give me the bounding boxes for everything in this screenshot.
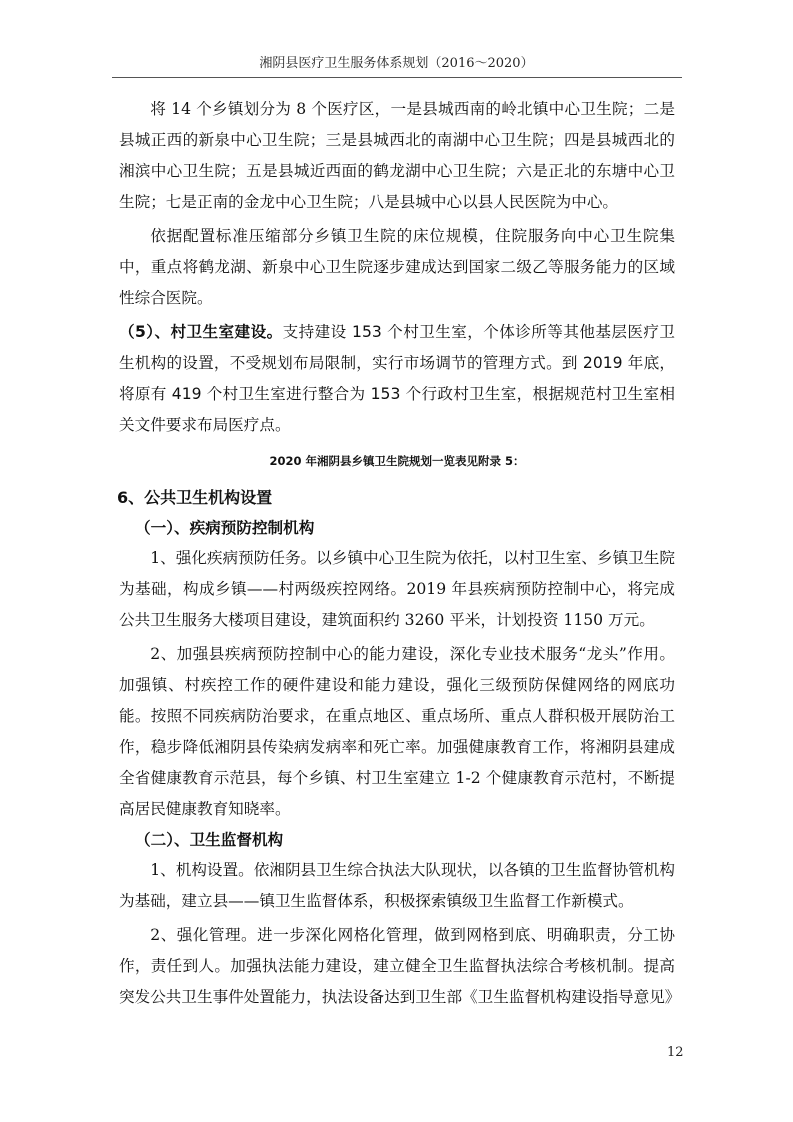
paragraph-supervision-management: 2、强化管理。进一步深化网格化管理，做到网格到底、明确职责，分工协作，责任到人。加强执法能力建设，建立健全卫生监督执法综合考核机制。提高突发公共卫生事件处置能力，执法设备达到卫生部《卫生监督机构建设指导意见》	[119, 926, 681, 1006]
paragraph-medical-zones: 将 14 个乡镇划分为 8 个医疗区，一是县城西南的岭北镇中心卫生院；二是县城正西的新泉中心卫生院；三是县城西北的南湖中心卫生院；四是县城西北的湘滨中心卫生院；五是县城近西面的鹤龙湖中心卫生院；六是正北的东塘中心卫生院；七是正南的金龙中心卫生院；八是县城中心以县人民医院为中心。	[119, 100, 675, 211]
page-number: 12	[667, 1045, 684, 1060]
page-header: 湘阴县医疗卫生服务体系规划（2016～2020）	[259, 56, 534, 71]
subsection-heading-supervision: （二）、卫生监督机构	[135, 831, 284, 849]
paragraph-bed-scale: 依据配置标准压缩部分乡镇卫生院的床位规模，住院服务向中心卫生院集中，重点将鹤龙湖、新泉中心卫生院逐步建成达到国家二级乙等服务能力的区域性综合医院。	[119, 227, 675, 307]
appendix-caption: 2020 年湘阴县乡镇卫生院规划一览表见附录 5：	[269, 454, 525, 468]
document-body	[117, 94, 681, 1013]
paragraph-cdc-task: 1、强化疾病预防任务。以乡镇中心卫生院为依托，以村卫生室、乡镇卫生院为基础，构成乡镇——村两级疾控网络。2019 年县疾病预防控制中心，将完成公共卫生服务大楼项目建设，建筑面积约 3260 平米，计划投资 1150 万元。	[119, 549, 675, 629]
paragraph-cdc-capacity: 2、加强县疾病预防控制中心的能力建设，深化专业技术服务“龙头”作用。加强镇、村疾控工作的硬件建设和能力建设，强化三级预防保健网络的网底功能。按照不同疾病防治要求，在重点地区、重点场所、重点人群积极开展防治工作，稳步降低湘阴县传染病发病率和死亡率。加强健康教育工作，将湘阴县建成全省健康教育示范县，每个乡镇、村卫生室建立 1-2 个健康教育示范村，不断提高居民健康教育知晓率。	[119, 645, 675, 818]
paragraph-supervision-setup: 1、机构设置。依湘阴县卫生综合执法大队现状，以各镇的卫生监督协管机构为基础，建立县——镇卫生监督体系，积极探索镇级卫生监督工作新模式。	[119, 861, 675, 910]
village-clinic-heading: （5）、村卫生室建设。	[119, 323, 283, 341]
subsection-heading-cdc: （一）、疾病预防控制机构	[135, 519, 315, 537]
section-heading-public-health: 6、公共卫生机构设置	[117, 488, 273, 507]
header-divider	[112, 77, 682, 78]
paragraph-village-clinics	[119, 317, 675, 441]
village-clinic-text: 支持建设 153 个村卫生室，个体诊所等其他基层医疗卫生机构的设置，不受规划布局限制，实行市场调节的管理方式。到 2019 年底，将原有 419 个村卫生室进行整合为 153 个行政村卫生室，根据规范村卫生室相关文件要求布局医疗点。	[119, 323, 675, 434]
